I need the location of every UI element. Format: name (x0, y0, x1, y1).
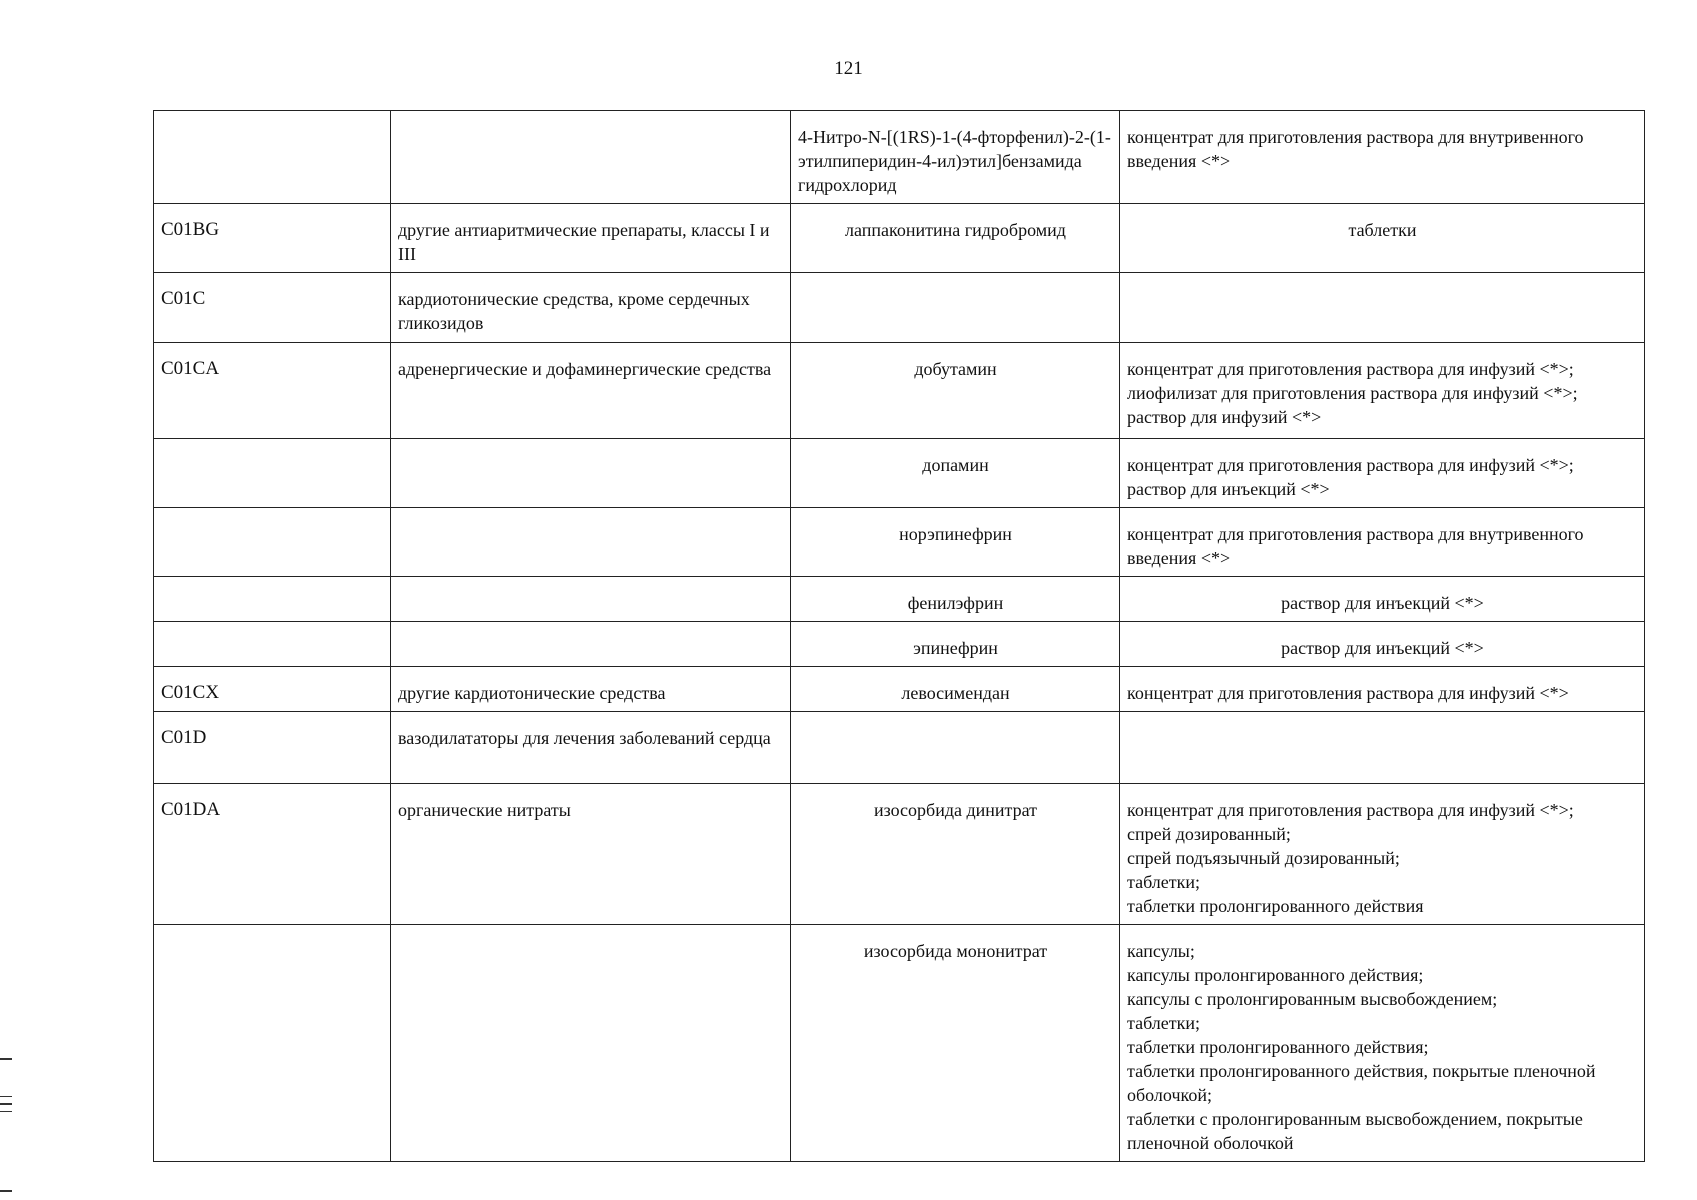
form-cell: раствор для инъекций <*> (1120, 622, 1645, 667)
form-cell (1120, 273, 1645, 343)
form-cell: концентрат для приготовления раствора для внутривенного введения <*> (1120, 508, 1645, 577)
margin-mark (0, 1096, 12, 1098)
group-cell: вазодилататоры для лечения заболеваний сердца (391, 712, 791, 784)
drug-cell: фенилэфрин (791, 577, 1120, 622)
atc-code-cell (154, 622, 391, 667)
atc-code-cell: C01BG (154, 204, 391, 273)
form-cell: концентрат для приготовления раствора для инфузий <*>; лиофилизат для приготовления раствора для инфузий <*>; раствор для инфузий <*> (1120, 343, 1645, 439)
form-cell: капсулы; капсулы пролонгированного действия; капсулы с пролонгированным высвобождением; таблетки; таблетки пролонгированного действия; таблетки пролонгированного действия, покрытые пленочной оболочкой; таблетки с пролонгированным высвобождением, покрытые пленочной оболочкой (1120, 925, 1645, 1162)
atc-code-cell: C01D (154, 712, 391, 784)
drug-cell: эпинефрин (791, 622, 1120, 667)
drug-table (153, 110, 1645, 1162)
table-row (154, 667, 1645, 712)
drug-cell: левосимендан (791, 667, 1120, 712)
table-row (154, 273, 1645, 343)
group-cell (391, 622, 791, 667)
form-cell: таблетки (1120, 204, 1645, 273)
atc-code-cell: C01CX (154, 667, 391, 712)
group-cell: другие кардиотонические средства (391, 667, 791, 712)
table-row (154, 925, 1645, 1162)
form-cell: раствор для инъекций <*> (1120, 577, 1645, 622)
drug-cell: изосорбида мононитрат (791, 925, 1120, 1162)
atc-code-cell: C01CA (154, 343, 391, 439)
table-row (154, 577, 1645, 622)
drug-cell: изосорбида динитрат (791, 784, 1120, 925)
atc-code-cell: C01DA (154, 784, 391, 925)
group-cell: органические нитраты (391, 784, 791, 925)
margin-mark (0, 1190, 12, 1192)
atc-code-cell (154, 925, 391, 1162)
form-cell (1120, 712, 1645, 784)
form-cell: концентрат для приготовления раствора для инфузий <*> (1120, 667, 1645, 712)
table-row (154, 439, 1645, 508)
drug-cell: допамин (791, 439, 1120, 508)
table-row (154, 622, 1645, 667)
group-cell: адренергические и дофаминергические средства (391, 343, 791, 439)
form-cell: концентрат для приготовления раствора для инфузий <*>; спрей дозированный; спрей подъязычный дозированный; таблетки; таблетки пролонгированного действия (1120, 784, 1645, 925)
group-cell (391, 508, 791, 577)
atc-code-cell (154, 111, 391, 204)
table-row (154, 508, 1645, 577)
atc-code-cell (154, 439, 391, 508)
group-cell: кардиотонические средства, кроме сердечных гликозидов (391, 273, 791, 343)
margin-mark (0, 1058, 12, 1060)
margin-marks (0, 1058, 14, 1198)
margin-mark (0, 1111, 12, 1113)
table-row (154, 111, 1645, 204)
table-row (154, 343, 1645, 439)
drug-cell: добутамин (791, 343, 1120, 439)
drug-cell (791, 273, 1120, 343)
drug-cell: 4-Нитро-N-[(1RS)-1-(4-фторфенил)-2-(1-этилпиперидин-4-ил)этил]бензамида гидрохлорид (791, 111, 1120, 204)
atc-code-cell (154, 508, 391, 577)
margin-mark (0, 1103, 12, 1105)
form-cell: концентрат для приготовления раствора для внутривенного введения <*> (1120, 111, 1645, 204)
group-cell: другие антиаритмические препараты, классы I и III (391, 204, 791, 273)
atc-code-cell (154, 577, 391, 622)
table-row (154, 712, 1645, 784)
table-row (154, 204, 1645, 273)
group-cell (391, 925, 791, 1162)
table-row (154, 784, 1645, 925)
drug-cell: лаппаконитина гидробромид (791, 204, 1120, 273)
atc-code-cell: C01C (154, 273, 391, 343)
group-cell (391, 439, 791, 508)
drug-cell (791, 712, 1120, 784)
drug-cell: норэпинефрин (791, 508, 1120, 577)
group-cell (391, 111, 791, 204)
form-cell: концентрат для приготовления раствора для инфузий <*>; раствор для инъекций <*> (1120, 439, 1645, 508)
page-number: 121 (834, 58, 863, 79)
group-cell (391, 577, 791, 622)
